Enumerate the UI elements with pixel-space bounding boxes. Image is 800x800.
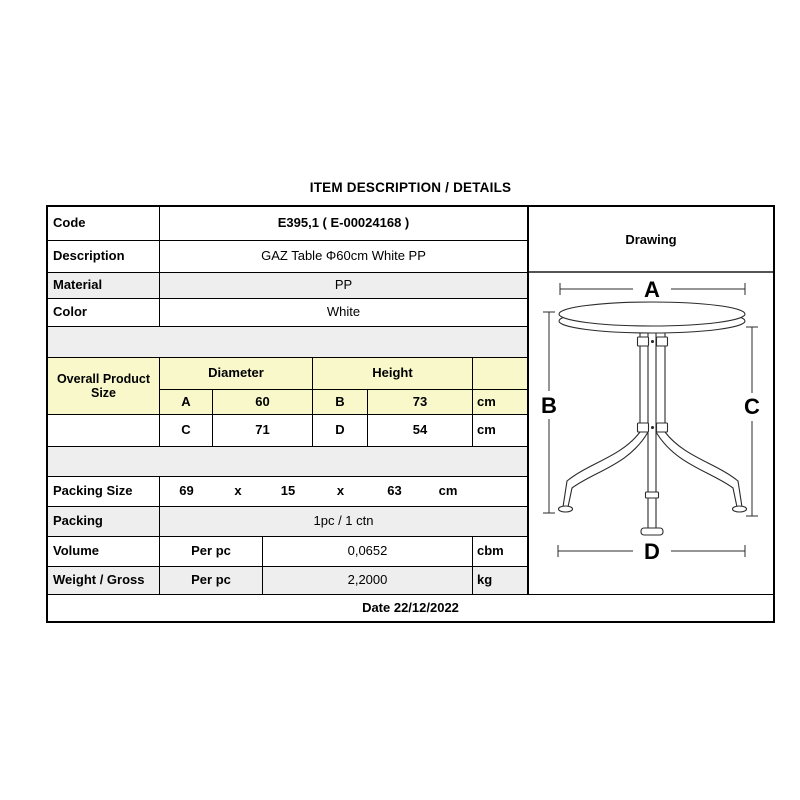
packing-size-part: 69 (179, 483, 194, 499)
size-dim-a: A (160, 390, 213, 415)
row-label-description: Description (48, 241, 160, 273)
color-value: White (160, 299, 527, 327)
size-val-c: 71 (213, 415, 313, 447)
row-label-code: Code (48, 207, 160, 241)
packing-size-part: 63 (387, 483, 402, 499)
size-unit-1: cm (473, 390, 527, 415)
spec-table (46, 205, 775, 623)
dim-label-d: D (644, 539, 660, 564)
description-value: GAZ Table Φ60cm White PP (160, 241, 527, 273)
material-value: PP (160, 273, 527, 299)
drawing-header: Drawing (529, 207, 773, 273)
packing-value: 1pc / 1 ctn (160, 507, 527, 537)
code-value: E395,1 ( E-00024168 ) (160, 207, 527, 241)
size-header-unit (473, 358, 527, 390)
row-label-volume: Volume (48, 537, 160, 567)
row-label-packing: Packing (48, 507, 160, 537)
packing-size-values (160, 477, 527, 507)
size-dim-d: D (313, 415, 368, 447)
weight-unit: kg (473, 567, 527, 595)
volume-value: 0,0652 (263, 537, 473, 567)
dim-label-b: B (541, 393, 557, 418)
dim-line-c (746, 327, 758, 516)
weight-value: 2,2000 (263, 567, 473, 595)
packing-size-parts (160, 477, 527, 506)
page-title: ITEM DESCRIPTION / DETAILS (309, 180, 512, 195)
empty-row (48, 447, 527, 477)
size-header-height: Height (313, 358, 473, 390)
row-label-material: Material (48, 273, 160, 299)
dim-label-c: C (744, 394, 760, 419)
volume-per: Per pc (160, 537, 263, 567)
size-header-diameter: Diameter (160, 358, 313, 390)
packing-size-part: x (336, 483, 345, 499)
packing-size-part: cm (438, 483, 458, 499)
row-label-color: Color (48, 299, 160, 327)
packing-size-part: x (234, 483, 242, 499)
volume-unit: cbm (473, 537, 527, 567)
pole-collars (638, 337, 668, 432)
row-label-overall-size: Overall Product Size (48, 358, 160, 415)
size-val-a: 60 (213, 390, 313, 415)
date-row: Date 22/12/2022 (48, 595, 773, 621)
row-label-weight: Weight / Gross (48, 567, 160, 595)
packing-size-part: 15 (280, 483, 296, 499)
size-unit-2: cm (473, 415, 527, 447)
right-leg (656, 432, 747, 512)
size-dim-b: B (313, 390, 368, 415)
dim-label-a: A (644, 277, 660, 302)
size-val-b: 73 (368, 390, 473, 415)
row-label-packing-size: Packing Size (48, 477, 160, 507)
weight-per: Per pc (160, 567, 263, 595)
tabletop (559, 302, 745, 333)
empty-row (48, 327, 527, 358)
size-row2-spacer (48, 415, 160, 447)
size-dim-c: C (160, 415, 213, 447)
size-val-d: 54 (368, 415, 473, 447)
drawing-cell (527, 207, 773, 595)
left-leg (559, 432, 649, 512)
center-leg (641, 432, 663, 535)
